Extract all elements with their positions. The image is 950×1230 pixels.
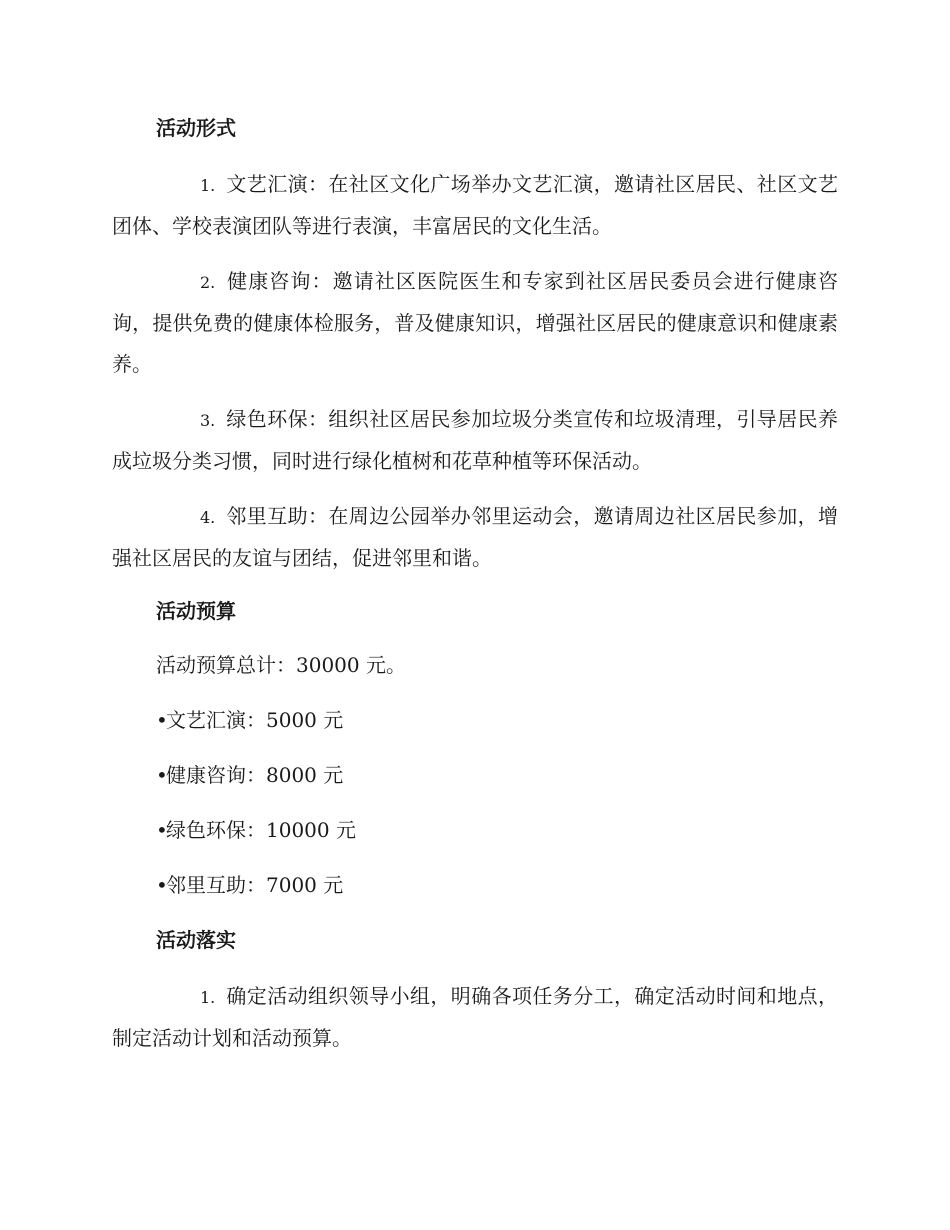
list-item: [112, 164, 838, 247]
budget-bullet-text: 健康咨询：8000 元: [166, 763, 344, 787]
list-item-text: 文艺汇演：在社区文化广场举办文艺汇演，邀请社区居民、社区文艺团体、学校表演团队等进行表演，丰富居民的文化生活。: [112, 172, 838, 238]
list-item-text: 邻里互助：在周边公园举办邻里运动会，邀请周边社区居民参加，增强社区居民的友谊与团结，促进邻里和谐。: [112, 504, 838, 570]
section-heading-activity-budget: 活动预算: [156, 599, 236, 623]
list-item-number: 2.: [200, 273, 216, 292]
list-item: [112, 261, 838, 385]
budget-bullet-text: 邻里互助：7000 元: [166, 873, 344, 897]
budget-bullet-item: [112, 812, 838, 848]
list-item-text: 健康咨询：邀请社区医院医生和专家到社区居民委员会进行健康咨询，提供免费的健康体检服务，普及健康知识，增强社区居民的健康意识和健康素养。: [112, 269, 838, 376]
budget-bullet-item: [112, 867, 838, 903]
list-item-number: 4.: [200, 508, 216, 527]
bullet-icon: •: [156, 818, 168, 842]
list-item-text: 确定活动组织领导小组，明确各项任务分工，确定活动时间和地点，制定活动计划和活动预算。: [112, 984, 838, 1050]
list-item-number: 3.: [200, 411, 216, 430]
section-heading-activity-forms: 活动形式: [156, 116, 236, 140]
bullet-icon: •: [156, 763, 168, 787]
bullet-icon: •: [156, 873, 168, 897]
section-heading-activity-implementation: 活动落实: [156, 928, 236, 952]
budget-total: 活动预算总计：30000 元。: [156, 653, 406, 677]
list-item: [112, 976, 838, 1059]
list-item-number: 1.: [200, 176, 216, 195]
budget-bullet-item: [112, 757, 838, 793]
list-item-text: 绿色环保：组织社区居民参加垃圾分类宣传和垃圾清理，引导居民养成垃圾分类习惯，同时进行绿化植树和花草种植等环保活动。: [112, 407, 838, 473]
list-item-number: 1.: [200, 988, 216, 1007]
list-item: [112, 496, 838, 579]
budget-bullet-item: [112, 702, 838, 738]
list-item: [112, 399, 838, 482]
bullet-icon: •: [156, 708, 168, 732]
budget-bullet-text: 绿色环保：10000 元: [166, 818, 356, 842]
budget-bullet-text: 文艺汇演：5000 元: [166, 708, 344, 732]
